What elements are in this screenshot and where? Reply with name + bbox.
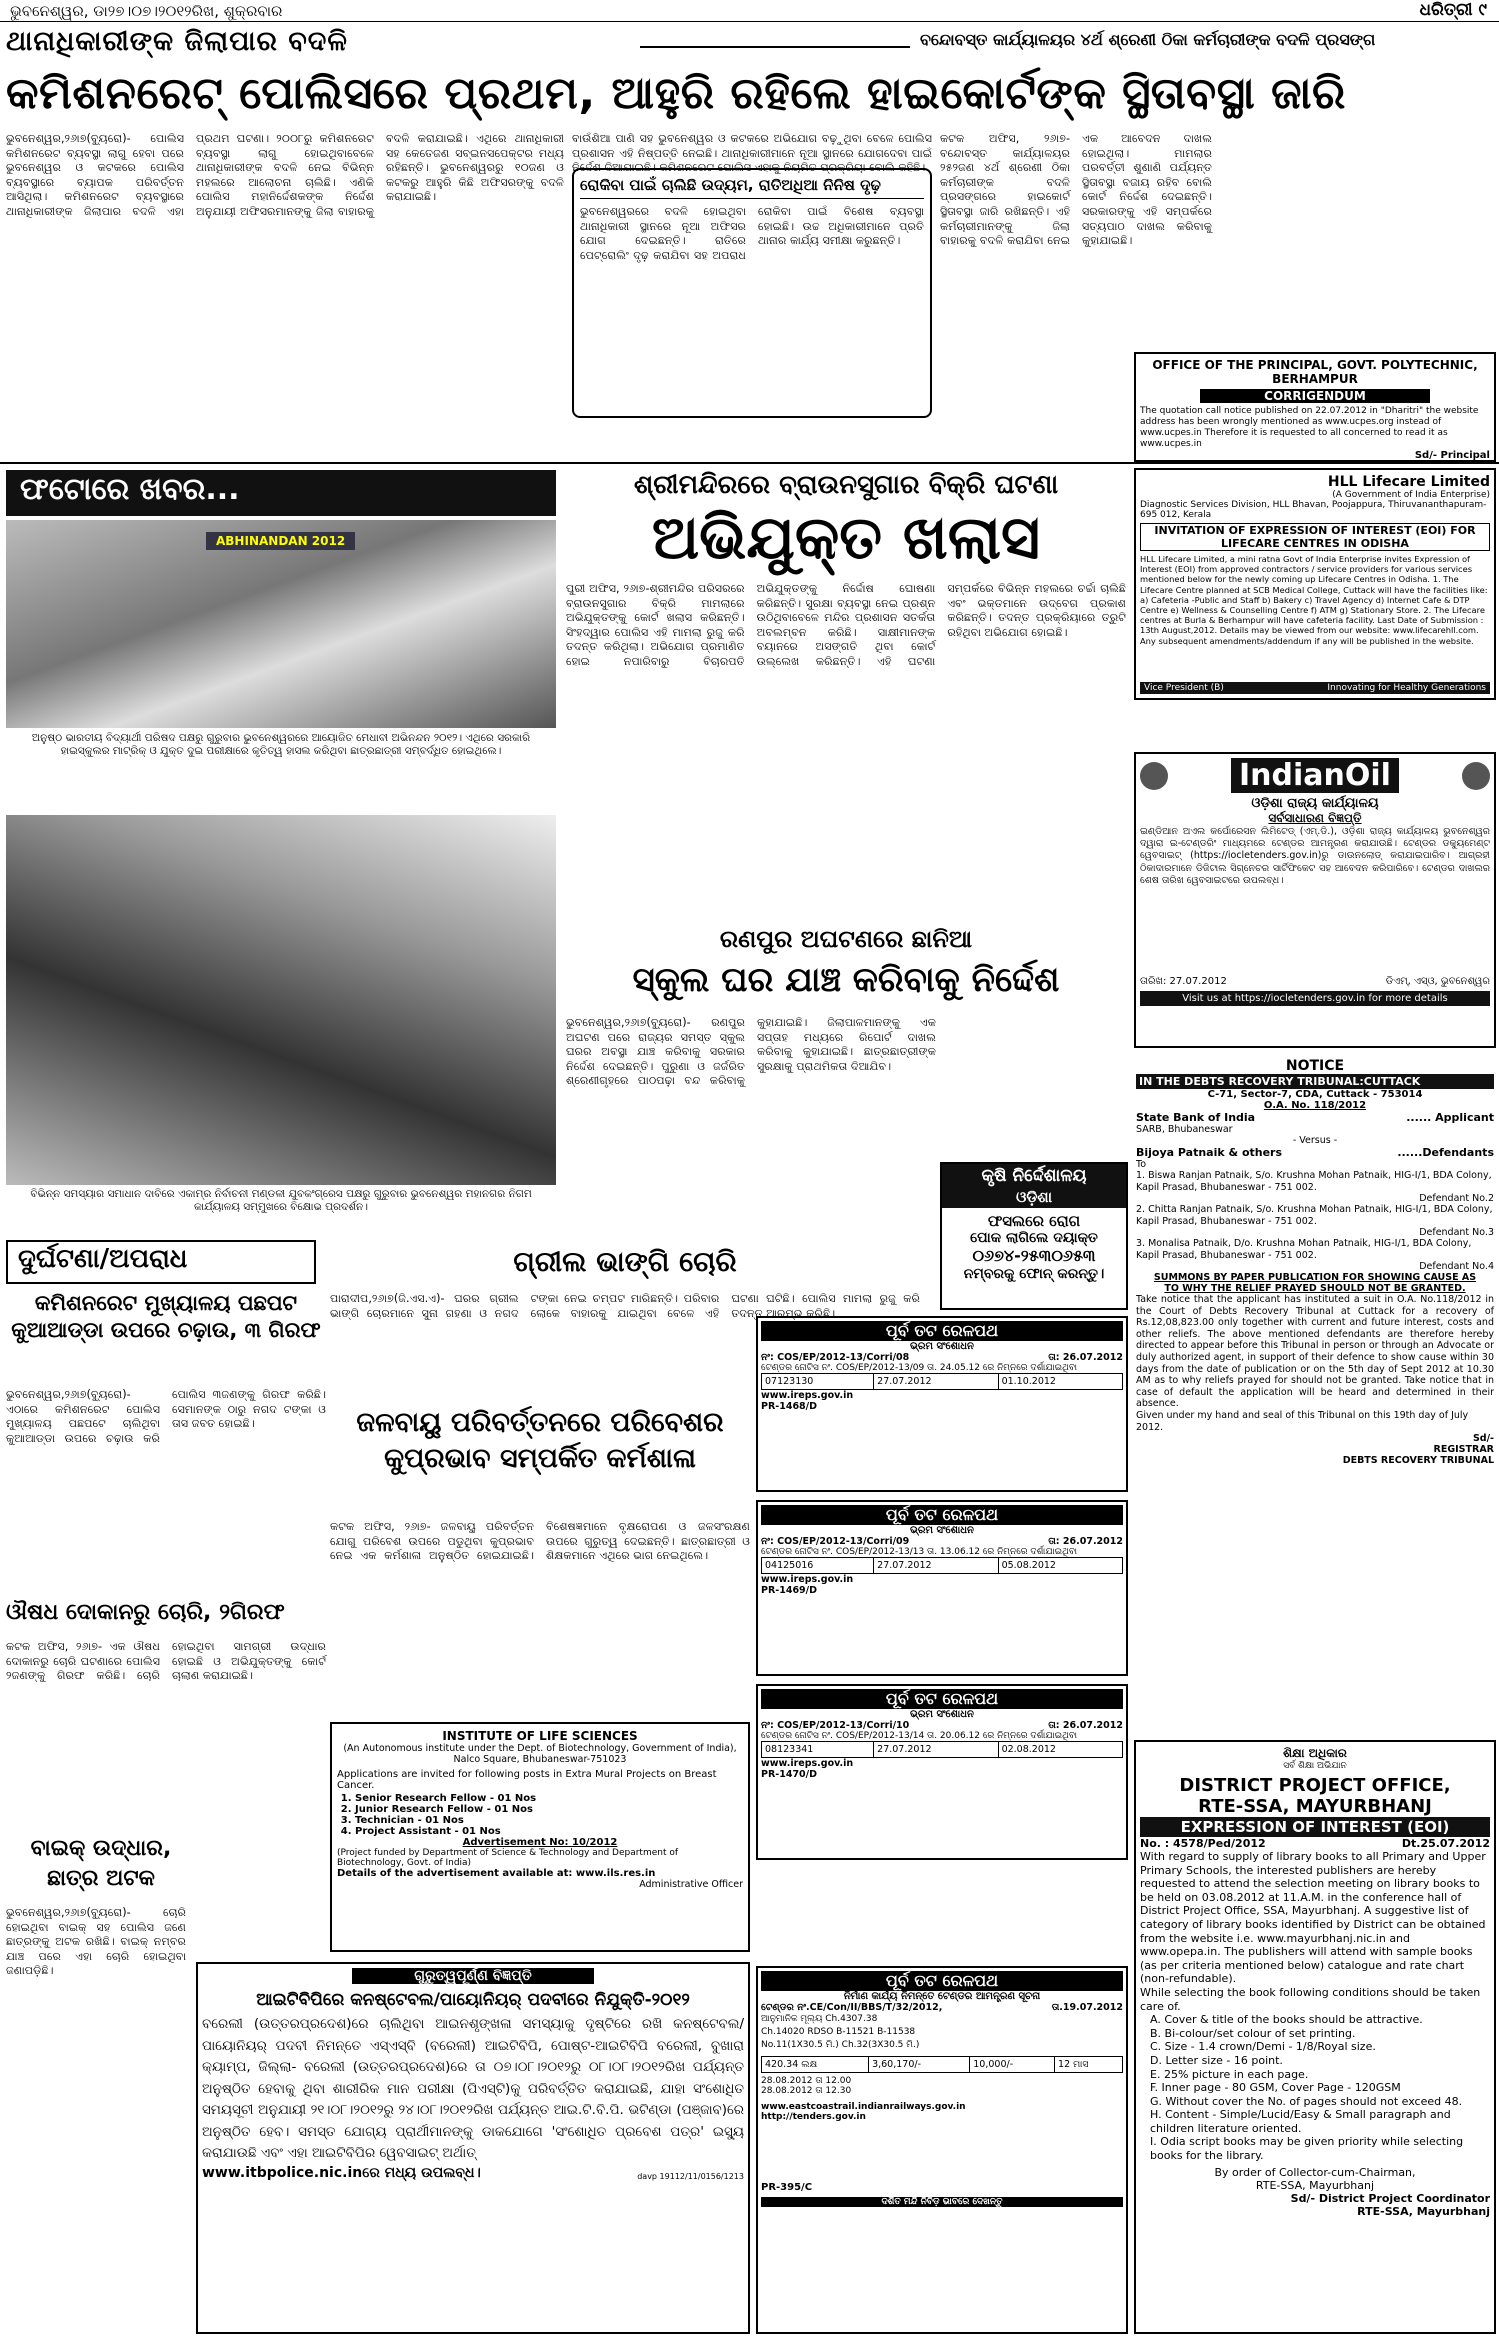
rte-item: D. Letter size - 16 point. [1150, 2053, 1283, 2067]
ils-details: Details of the advertisement available at: www.ils.res.in [337, 1868, 656, 1879]
krushi-line1: ଫସଲରେ ରୋଗ [987, 1212, 1081, 1230]
railway-3-cell: 02.08.2012 [998, 1742, 1122, 1758]
top-story-body-right: କଟକ ଅଫିସ, ୨୬ା୭-ବନ୍ଦୋବସ୍ତ କାର୍ଯ୍ୟାଳୟର ୨୫୨ଜଣ ୪ର୍ଥ ଶ୍ରେଣୀ ଠିକା କର୍ମଚାରୀଙ୍କ ବଦଳି ପ୍ରସଙ୍ଗରେ ହାଇକୋର୍ଟ ସ୍ଥିତାବସ୍ଥା ଜାରି ରଖିଛନ୍ତି। ଏହି କର୍ମଚାରୀମାନଙ୍କୁ ଜିଲା ବାହାରକୁ ବଦଳି କରାଯିବା ନେଇ ଏକ ଆବେଦନ ଦାଖଲ ହୋଇଥିଲା। ମାମଲାର ପରବର୍ତ୍ତୀ ଶୁଣାଣି ପର୍ଯ୍ୟନ୍ତ ସ୍ଥିତାବସ୍ଥା ବଜାୟ ରହିବ ବୋଲି କୋର୍ଟ ନିର୍ଦ୍ଦେଶ ଦେଇଛନ୍ତି। ସରକାରଙ୍କୁ ଏହି ସମ୍ପର୍କରେ ସତ୍ୟପାଠ ଦାଖଲ କରିବାକୁ କୁହାଯାଇଛି। [940, 132, 1212, 248]
railway-1-cell: 01.10.2012 [998, 1374, 1122, 1390]
iocl-date: ତାରିଖ: 27.07.2012 [1140, 976, 1227, 987]
hll-org-sub: (A Government of India Enterprise) [1332, 490, 1490, 500]
temple-kicker: ଶ୍ରୀମନ୍ଦିରରେ ବ୍ରାଉନସୁଗାର ବିକ୍ରି ଘଟଣା [633, 470, 1059, 500]
railway-3-date: ତା: 26.07.2012 [1048, 1720, 1123, 1731]
rte-no-line [1140, 1837, 1490, 1850]
iocl-logo-icon [1140, 762, 1168, 790]
railway-2-cell: 05.08.2012 [998, 1558, 1122, 1574]
iocl-brand: IndianOil [1231, 758, 1399, 793]
rte-no: No. : 4578/Ped/2012 [1140, 1837, 1266, 1850]
crime-label: ଦୁର୍ଘଟଣା/ଅପରାଧ [6, 1240, 316, 1284]
tender-site1: www.eastcoastrail.indianrailways.gov.in [761, 2102, 966, 2112]
top-story-body-mid: ବାଉଁଶିଆ ପାଣି ସହ ଭୁବନେଶ୍ୱର ଓ କଟକରେ ଅଭିଯୋଗ ବଢ଼ୁଥିବା ବେଳେ ପୋଲିସ ପ୍ରଶାସନ ଏହି ନିଷ୍ପତ୍ତି ନେଇଛି। ଥାନାଧିକାରୀମାନେ ନୂଆ ସ୍ଥାନରେ ଯୋଗଦେବା ପାଇଁ ନିର୍ଦ୍ଦେଶ ଦିଆଯାଇଛି। କମିଶନରେଟ ପୋଲିସ ଏହାକୁ ନିୟମିତ ପ୍ରକ୍ରିୟା ବୋଲି କହିଛି। [572, 132, 932, 175]
tender-site2: http://tenders.gov.in [761, 2112, 866, 2122]
rte-body: With regard to supply of library books to all Primary and Upper Primary Schools, the interested publishers are hereby requested to attend the selection meeting on library books to be held on 03.08.2012 at 11.A.M. in the conference hall of District Project Office, SSA, Mayurbhanj. A suggestive list of category of library books identified by District can be obtained from the website i.e. www.mayurbhanj.nic.in and www.opepa.in. The publishers will attend with sample books (as per criteria mentioned below) catalogue and rate chart (non-refundable). [1140, 1850, 1486, 1986]
rte-item: C. Size - 1.4 crown/Demi - 1/8/Royal size. [1150, 2040, 1376, 2054]
drt-addr: C-71, Sector-7, CDA, Cuttack - 753014 [1207, 1089, 1423, 1100]
box-title: ରୋକିବା ପାଇଁ ଚାଲିଛି ଉଦ୍ୟମ, ରାତିଅଧିଆ ନିନିଷ ଦୃଢ଼ [580, 176, 924, 199]
railway-1-ref: ନଂ: COS/EP/2012-13/Corri/08 [761, 1352, 910, 1363]
school-headline: ସ୍କୁଲ ଘର ଯାଞ୍ଚ କରିବାକୁ ନିର୍ଦ୍ଦେଶ [632, 960, 1060, 1000]
drt-applicant-row [1136, 1111, 1494, 1124]
drt-d2-tag: Defendant No.3 [1419, 1227, 1494, 1238]
itbp-headline: ଆଇଟିବିପିରେ କନଷ୍ଟେବଲ/ପାୟୋନିୟର୍ ପଦବୀରେ ନିଯୁକ୍ତି-୨୦୧୨ [256, 1990, 690, 2010]
railway-2-cell: 27.07.2012 [874, 1558, 998, 1574]
crime-story1-headline: କମିଶନରେଟ ମୁଖ୍ୟାଳୟ ପଛପଟ କୁଆଆଡ୍ଡା ଉପରେ ଚଢ଼ାଉ, ୩ ଗିରଫ [11, 1291, 321, 1342]
drt-d3: 3. Monalisa Patnaik, D/o. Krushna Mohan Patnaik, HIG-I/1, BDA Colony, Kapil Prasad, Bhubaneswar - 751 002. [1136, 1238, 1472, 1261]
crime-story2-body: କଟକ ଅଫିସ, ୨୬ା୭- ଏକ ଔଷଧ ଦୋକାନରୁ ଚୋରି ଘଟଣାରେ ପୋଲିସ ୨ଜଣଙ୍କୁ ଗିରଫ କରିଛି। ଚୋରି ହୋଇଥିବା ସାମଗ୍ରୀ ଉଦ୍ଧାର ହୋଇଛି ଓ ଅଭିଯୁକ୍ତଙ୍କୁ କୋର୍ଟ ଚାଲାଣ କରାଯାଇଛି। [6, 1640, 326, 1683]
railway-2-sub: ଭ୍ରମ ସଂଶୋଧନ [910, 1525, 974, 1536]
itbp-foot [202, 2165, 744, 2181]
railway-3-cell: 08123341 [762, 1742, 874, 1758]
tender-sub: ନିର୍ମାଣ କାର୍ଯ୍ୟ ନିମନ୍ତେ ଟେଣ୍ଡର ଆମନ୍ତ୍ରଣ ସୂଚନା [843, 1991, 1041, 2002]
polytechnic-ad [1134, 352, 1496, 462]
iocl-visit: Visit us at https://iocletenders.gov.in for more details [1140, 991, 1490, 1006]
drt-d1-tag: Defendant No.2 [1419, 1193, 1494, 1204]
railway-3-ref: ନଂ: COS/EP/2012-13/Corri/10 [761, 1720, 910, 1731]
drt-applicant: State Bank of India [1136, 1111, 1256, 1124]
rte-item: I. Odia script books may be given priority while selecting books for the library. [1150, 2135, 1464, 2163]
drt-d3-tag: Defendant No.4 [1419, 1261, 1494, 1272]
krushi-line3: ନମ୍ବରକୁ ଫୋନ୍ କରନ୍ତୁ। [963, 1266, 1105, 1282]
railway-tender-ad [756, 1966, 1128, 2334]
ils-item-1: 1. Senior Research Fellow - 01 Nos [355, 1793, 743, 1804]
ils-item-3: 3. Technician - 01 Nos [355, 1815, 743, 1826]
railway-1-refline [761, 1352, 1123, 1363]
box-body: ଭୁବନେଶ୍ୱରରେ ବଦଳି ହୋଇଥିବା ଥାନାଧିକାରୀ ସ୍ଥାନରେ ନୂଆ ଅଫିସର ଯୋଗ ଦେଇଛନ୍ତି। ରାତିରେ ପେଟ୍ରୋଲିଂ ଦୃଢ଼ କରାଯିବା ସହ ଅପରାଧ ରୋକିବା ପାଇଁ ବିଶେଷ ବ୍ୟବସ୍ଥା ହୋଇଛି। ଉଚ୍ଚ ଅଧିକାରୀମାନେ ପ୍ରତି ଥାନାର କାର୍ଯ୍ୟ ସମୀକ୍ଷା କରୁଛନ୍ତି। [580, 205, 924, 262]
hll-tagline: Innovating for Healthy Generations [1327, 683, 1486, 693]
temple-headline: ଅଭିଯୁକ୍ତ ଖଲାସ [651, 503, 1041, 573]
krushi-line2: ପୋକ ଲାଗିଲେ ଦୟାକ୍ତ [970, 1230, 1098, 1246]
tender-foot: ଦର୍ଶିତ ମନ୍ଦି ନିବିଡ଼ ଭାବରେ ଦେଖନ୍ତୁ [761, 2197, 1123, 2207]
iocl-office: ଓଡ଼ିଶା ରାଜ୍ୟ କାର୍ଯ୍ୟାଳୟ [1251, 796, 1379, 811]
krushi-title1: କୃଷି ନିର୍ଦ୍ଦେଶାଳୟ [942, 1164, 1126, 1188]
ils-intro: Applications are invited for following posts in Extra Mural Projects on Breast Cancer. [337, 1769, 717, 1791]
itbp-ad [196, 1962, 750, 2334]
crime-story1-body: ଭୁବନେଶ୍ୱର,୨୬ା୭(ବ୍ୟୁରୋ)-ଏଠାରେ କମିଶନରେଟ ପୋଲିସ ମୁଖ୍ୟାଳୟ ପଛପଟେ ଚାଲିଥିବା କୁଆଆଡ୍ଡା ଉପରେ ଚଢ଼ାଉ କରି ପୋଲିସ ୩ଜଣଙ୍କୁ ଗିରଫ କରିଛି। ସେମାନଙ୍କ ଠାରୁ ନଗଦ ଟଙ୍କା ଓ ତାସ ଜବତ ହୋଇଛି। [6, 1388, 326, 1445]
iocl-body: ଇଣ୍ଡିଆନ ଅଏଲ କର୍ପୋରେସନ ଲିମିଟେଡ୍ (ଏମ୍.ଡି.), ଓଡ଼ିଶା ରାଜ୍ୟ କାର୍ଯ୍ୟାଳୟ ଭୁବନେଶ୍ୱର ଦ୍ୱାରା ଇ-ଟେଣ୍ଡରିଂ ମାଧ୍ୟମରେ ଟେଣ୍ଡର ଆମନ୍ତ୍ରଣ କରାଯାଉଛି। ଟେଣ୍ଡର ଡକ୍ୟୁମେଣ୍ଟ ୱେବସାଇଟ୍ (https://iocletenders.gov.in)ରୁ ଡାଉନଲୋଡ୍ କରାଯାଇପାରିବ। ଆଗ୍ରହୀ ଠିକାଦାରମାନେ ଡିଜିଟାଲ ସିଗ୍ନେଚର ସାର୍ଟିଫିକେଟ ସହ ଆବେଦନ କରିପାରିବେ। ଟେଣ୍ଡର ଦାଖଲର ଶେଷ ତାରିଖ ୱେବସାଇଟରେ ଉପଲବ୍ଧ। [1140, 826, 1490, 886]
drt-versus: - Versus - [1292, 1135, 1338, 1146]
rte-item: A. Cover & title of the books should be attractive. [1150, 2013, 1423, 2027]
railway-1-cell: 27.07.2012 [874, 1374, 998, 1390]
drt-d1: 1. Biswa Ranjan Patnaik, S/o. Krushna Mohan Patnaik, HIG-I/1, BDA Colony, Kapil Prasad, Bhubaneswar - 751 002. [1136, 1170, 1492, 1193]
krushi-title2: ଓଡ଼ିଶା [942, 1188, 1126, 1208]
school-kicker: ରଣପୁର ଅଘଟଣରେ ଛାନିଆ [719, 925, 973, 953]
railway-3-refline [761, 1720, 1123, 1731]
drt-given: Given under my hand and seal of this Tribunal on this 19th day of July 2012. [1136, 1409, 1469, 1433]
climate-headline: ଜଳବାୟୁ ପରିବର୍ତ୍ତନରେ ପରିବେଶର କୁପ୍ରଭାବ ସମ୍ପର୍କିତ କର୍ମଶାଳା [356, 1407, 724, 1474]
rte-order-2: RTE-SSA, Mayurbhanj [1255, 2178, 1375, 2192]
crime-story3-body: ଭୁବନେଶ୍ୱର,୨୬ା୭(ବ୍ୟୁରୋ)- ଚୋରି ହୋଇଥିବା ବାଇକ୍ ସହ ପୋଲିସ ଜଣେ ଛାତ୍ରଙ୍କୁ ଅଟକ ରଖିଛି। ବାଇକ୍ ନମ୍ବର ଯାଞ୍ଚ ପରେ ଏହା ଚୋରି ହୋଇଥିବା ଜଣାପଡ଼ିଛି। [6, 1906, 186, 1978]
divider [0, 462, 1499, 464]
iocl-dateline [1140, 976, 1490, 987]
drt-ad [1134, 1056, 1496, 1736]
iocl-logo-icon-2 [1462, 762, 1490, 790]
railway-1-site: www.ireps.gov.in [761, 1390, 854, 1401]
railway-2-date: ତା: 26.07.2012 [1048, 1536, 1123, 1547]
railway-2-cell: 04125016 [762, 1558, 874, 1574]
drt-oa: O.A. No. 118/2012 [1263, 1100, 1367, 1111]
ils-adv-no: Advertisement No: 10/2012 [462, 1837, 618, 1848]
polytechnic-body: The quotation call notice published on 22.07.2012 in "Dharitri" the website address has been wrongly mentioned as www.ucpes.org instead of www.ucpes.in Therefore it is requested to all concerned to read it as www.ucpes.in [1140, 406, 1479, 449]
drt-summons-1: SUMMONS BY PAPER PUBLICATION FOR SHOWING CAUSE AS [1153, 1272, 1477, 1283]
tender-title: ପୂର୍ବ ତଟ ରେଳପଥ [761, 1971, 1123, 1991]
tender-cell: 420.34 ଲକ୍ଷ [762, 2057, 869, 2073]
ils-funded: (Project funded by Department of Science & Technology and Department of Biotechnology, Govt. of India) [337, 1848, 679, 1868]
school-body: ଭୁବନେଶ୍ୱର,୨୬ା୭(ବ୍ୟୁରୋ)- ରଣପୁର ଅଘଟଣ ପରେ ରାଜ୍ୟର ସମସ୍ତ ସ୍କୁଲ ଘରର ଅବସ୍ଥା ଯାଞ୍ଚ କରିବାକୁ ସରକାର ନିର୍ଦ୍ଦେଶ ଦେଇଛନ୍ତି। ପୁରୁଣା ଓ ଜର୍ଜରିତ ଶ୍ରେଣୀଗୃହରେ ପାଠପଢ଼ା ବନ୍ଦ କରିବାକୁ କୁହାଯାଇଛି। ଜିଲାପାଳମାନଙ୍କୁ ଏକ ସପ୍ତାହ ମଧ୍ୟରେ ରିପୋର୍ଟ ଦାଖଲ କରିବାକୁ କୁହାଯାଇଛି। ଛାତ୍ରଛାତ୍ରୀଙ୍କ ସୁରକ୍ଷାକୁ ପ୍ରାଥମିକତା ଦିଆଯିବ। [566, 1016, 936, 1088]
top-story-body-left: ଭୁବନେଶ୍ୱର,୨୬ା୭(ବ୍ୟୁରୋ)- ପୋଲିସ କମିଶନରେଟ ବ୍ୟବସ୍ଥା ଲାଗୁ ହେବା ପରେ ଭୁବନେଶ୍ୱର ଓ କଟକରେ ପୋଲିସ ବ୍ୟବସ୍ଥାରେ ବ୍ୟାପକ ପରିବର୍ତ୍ତନ ଆସିଥିଲା। କମିଶନରେଟ ବ୍ୟବସ୍ଥାରେ ଥାନାଧିକାରୀଙ୍କ ଜିଲାପାର ବଦଳି ଏହା ପ୍ରଥମ ଘଟଣା। ୨୦୦୮ରୁ କମିଶନରେଟ ବ୍ୟବସ୍ଥା ଲାଗୁ ହୋଇଥିବାବେଳେ ଥାନାଧିକାରୀଙ୍କ ବଦଳି ନେଇ ବିଭିନ୍ନ ମହଲରେ ଆଲୋଚନା ଚାଲିଛି। ଏଣିକି ପୋଲିସ ମହାନିର୍ଦ୍ଦେଶକଙ୍କ ନିର୍ଦ୍ଦେଶ ଅନୁଯାୟୀ ଅଫିସରମାନଙ୍କୁ ଜିଲା ବାହାରକୁ ବଦଳି କରାଯାଇଛି। ଏଥିରେ ଥାନାଧିକାରୀ ସହ କେତେଜଣ ସବ୍ଇନସପେକ୍ଟର ମଧ୍ୟ ରହିଛନ୍ତି। ଭୁବନେଶ୍ୱରରୁ ୧୦ଜଣ ଓ କଟକରୁ ଆହୁରି କିଛି ଅଫିସରଙ୍କୁ ବଦଳି କରାଯାଇଛି। [6, 132, 564, 218]
drt-applicant-sub: SARB, Bhubaneswar [1136, 1124, 1233, 1135]
rte-item: H. Content - Simple/Lucid/Easy & Small paragraph and children literature oriented. [1150, 2108, 1451, 2135]
railway-2-ref: ନଂ: COS/EP/2012-13/Corri/09 [761, 1536, 910, 1547]
tender-l2: Ch.14020 RDSO B-11521 B-11538 [761, 2027, 916, 2037]
corrigendum-tag: CORRIGENDUM [1200, 389, 1430, 403]
krushi-phone: ୦୬୭୪-୨୫୩୦୬୫୩ [972, 1246, 1096, 1265]
drt-to: To [1136, 1159, 1147, 1170]
railway-1-cell: 07123130 [762, 1374, 874, 1390]
drt-court: IN THE DEBTS RECOVERY TRIBUNAL:CUTTACK [1136, 1074, 1494, 1089]
ils-item-4: 4. Project Assistant - 01 Nos [355, 1826, 743, 1837]
railway-1-tender: ଟେଣ୍ଡର ନୋଟିସ ନଂ. COS/EP/2012-13/09 ତା. 24.05.12 ରେ ନିମ୍ନରେ ଦର୍ଶାଯାଇଥିବା [761, 1363, 1078, 1373]
hll-sign: Vice President (B) [1144, 683, 1224, 693]
railway-ad-1 [756, 1316, 1128, 1492]
railway-2-table [761, 1557, 1123, 1574]
railway-ad-2 [756, 1500, 1128, 1676]
date-line: ଭୁବନେଶ୍ୱର, ଡା୨୭।୦୭।୨୦୧୨ରିଖ, ଶୁକ୍ରବାର [10, 2, 283, 20]
top-kicker-left: ଥାନାଧିକାରୀଙ୍କ ଜିଲାପାର ବଦଳି [6, 26, 348, 57]
rte-item: B. Bi-colour/set colour of set printing. [1150, 2026, 1356, 2040]
drt-d2: 2. Chitta Ranjan Patnaik, S/o. Krushna Mohan Patnaik, HIG-I/1, BDA Colony, Kapil Prasad, Bhubaneswar - 751 002. [1136, 1204, 1493, 1227]
rte-cond: While selecting the book following conditions should be taken care of. [1140, 1985, 1481, 2013]
top-story-box [572, 168, 932, 418]
polytechnic-title: OFFICE OF THE PRINCIPAL, GOVT. POLYTECHNIC, BERHAMPUR [1152, 358, 1478, 386]
railway-2-pr: PR-1469/D [761, 1585, 818, 1596]
railway-1-title: ପୂର୍ବ ତଟ ରେଳପଥ [761, 1321, 1123, 1341]
hll-division: Diagnostic Services Division, HLL Bhavan, Poojappura, Thiruvananthapuram- 695 012, Kerala [1140, 500, 1487, 520]
itbp-website: www.itbpolice.nic.inରେ ମଧ୍ୟ ଉପଲବ୍ଧ। [202, 2164, 481, 2181]
tender-cell: 12 ମାସ [1055, 2057, 1123, 2073]
railway-3-cell: 27.07.2012 [874, 1742, 998, 1758]
drt-defendant-row [1136, 1146, 1494, 1159]
tender-c1: 28.08.2012 ତା 12.00 [761, 2076, 852, 2086]
rte-sign-1: Sd/- District Project Coordinator [1290, 2191, 1490, 2205]
page-header [0, 0, 1499, 22]
rte-items [1140, 2013, 1490, 2163]
drt-defendant: Bijoya Patnaik & others [1136, 1146, 1283, 1159]
railway-3-tender: ଟେଣ୍ଡର ନୋଟିସ ନଂ. COS/EP/2012-13/14 ତା. 20.06.12 ରେ ନିମ୍ନରେ ଦର୍ଶାଯାଇଥିବା [761, 1731, 1078, 1741]
tender-pr: PR-395/C [761, 2182, 813, 2193]
tender-l3: No.11(1X30.5 ମି.) Ch.32(3X30.5 ମି.) [761, 2040, 920, 2050]
drt-defendant-role: ......Defendants [1397, 1146, 1494, 1159]
crime-story2-headline: ଔଷଧ ଦୋକାନରୁ ଚୋରି, ୨ଗିରଫ [6, 1600, 285, 1625]
railway-2-refline [761, 1536, 1123, 1547]
railway-2-tender: ଟେଣ୍ଡର ନୋଟିସ ନଂ. COS/EP/2012-13/13 ତା. 13.06.12 ରେ ନିମ୍ନରେ ଦର୍ଶାଯାଇଥିବା [761, 1547, 1078, 1557]
railway-1-table [761, 1373, 1123, 1390]
railway-2-title: ପୂର୍ବ ତଟ ରେଳପଥ [761, 1505, 1123, 1525]
drt-label: NOTICE [1285, 1058, 1345, 1074]
tender-ref: ଟେଣ୍ଡର ନଂ.CE/Con/II/BBS/T/32/2012, [761, 2002, 943, 2013]
railway-3-pr: PR-1470/D [761, 1769, 818, 1780]
hll-ad [1134, 468, 1496, 700]
rte-dt: Dt.25.07.2012 [1401, 1837, 1490, 1850]
photo-news-label: ଫଟୋରେ ଖବର... [6, 470, 556, 516]
photo-caption-1: ଅନୁଷ୍ଠ ଭାରତୀୟ ବିଦ୍ୟାର୍ଥୀ ପରିଷଦ ପକ୍ଷରୁ ଗୁରୁବାର ଭୁବନେଶ୍ୱରରେ ଆୟୋଜିତ ମେଧାବୀ ଅଭିନନ୍ଦନ ୨୦୧୨। ଏଥିରେ ସରକାରି ହାଇସ୍କୁଲର ମାଟ୍ରିକ୍ ଓ ଯୁକ୍ତ ଦୁଇ ପରୀକ୍ଷାରେ କୃତିତ୍ୱ ହାସଲ କରିଥିବା ଛାତ୍ରଛାତ୍ରୀ ସମ୍ବର୍ଦ୍ଧିତ ହୋଇଥିଲେ। [31, 732, 531, 757]
iocl-ad [1134, 752, 1496, 1048]
grill-headline: ଗ୍ରୀଲ ଭାଙ୍ଗି ଚୋରି [513, 1245, 737, 1278]
drt-sign-1: Sd/- [1472, 1433, 1494, 1445]
ils-sub: (An Autonomous institute under the Dept. of Biotechnology, Government of India), Nalco Square, Bhubaneswar-751023 [343, 1743, 737, 1765]
rte-order: By order of Collector-cum-Chairman, [1214, 2165, 1416, 2179]
photo-banner: ABHINANDAN 2012 [206, 532, 355, 550]
iocl-head [1140, 758, 1490, 793]
itbp-body: ବରେଲୀ (ଉତ୍ତରପ୍ରଦେଶ)ରେ ଚାଲିଥିବା ଆଇନଶୃଙ୍ଖଳା ସମସ୍ୟାକୁ ଦୃଷ୍ଟିରେ ରଖି କନଷ୍ଟେବଲ/ପାୟୋନିୟର୍ ପଦବୀ ନିମନ୍ତେ ଏସ୍‌ଏସ୍‌ବି (ବରେଲୀ) ଆଇଟିବିପି, ପୋଷ୍ଟ-ଆଇଟିବିପି ବରେଲୀ, ବୁଖାରା କ୍ୟାମ୍ପ, ଜିଲ୍ଲା- ବରେଲୀ (ଉତ୍ତରପ୍ରଦେଶ)ରେ ତା ୦୭।୦୮।୨୦୧୨ରୁ ୦୮।୦୮।୨୦୧୨ରିଖ ପର୍ଯ୍ୟନ୍ତ ଅନୁଷ୍ଠିତ ହେବାକୁ ଥିବା ଶାରୀରିକ ମାନ ପରୀକ୍ଷା (ପିଏସ୍‌ଟି)କୁ ପରିବର୍ତ୍ତିତ କରାଯାଇଛି, ଯାହା ସଂଶୋଧିତ ସମୟସୂଚୀ ଅନୁଯାୟୀ ୨୧।୦୮।୨୦୧୨ରୁ ୨୪।୦୮।୨୦୧୨ରିଖ ପର୍ଯ୍ୟନ୍ତ ଆଇ.ଟି.ବି.ପି. ଭଟିଣ୍ଡା (ପଞ୍ଜାବ)ରେ ଅନୁଷ୍ଠିତ ହେବ। ସମସ୍ତ ଯୋଗ୍ୟ ପ୍ରାର୍ଥୀମାନଙ୍କୁ ଡାକଯୋଗେ 'ସଂଶୋଧିତ ପ୍ରବେଶ ପତ୍ର' ଇସ୍ୟୁ କରାଯାଉଛି ଏବଂ ଏହା ଆଇଟିବିପିର ୱେବସାଇଟ୍ ଅର୍ଥାତ୍ [202, 2016, 744, 2161]
ils-org: INSTITUTE OF LIFE SCIENCES [442, 1729, 638, 1743]
rte-eoi: EXPRESSION OF INTEREST (EOI) [1140, 1817, 1490, 1837]
kicker-rule [640, 46, 910, 48]
polytechnic-sign: Sd/- Principal [1414, 450, 1490, 461]
rte-item: E. 25% picture in each page. [1150, 2067, 1309, 2081]
railway-3-site: www.ireps.gov.in [761, 1758, 854, 1769]
photo-protest [6, 815, 556, 1185]
rte-title-1: DISTRICT PROJECT OFFICE, [1179, 1775, 1451, 1796]
railway-3-title: ପୂର୍ବ ତଟ ରେଳପଥ [761, 1689, 1123, 1709]
rte-item: G. Without cover the No. of pages should not exceed 48. [1150, 2094, 1463, 2108]
railway-ad-3 [756, 1684, 1128, 1860]
rte-ad [1134, 1740, 1496, 2334]
drt-sign-3: DEBTS RECOVERY TRIBUNAL [1342, 1455, 1494, 1467]
drt-sign-2: REGISTRAR [1433, 1444, 1494, 1456]
railway-1-pr: PR-1468/D [761, 1401, 818, 1412]
tender-table [761, 2056, 1123, 2073]
photo-caption-2: ବିଭିନ୍ନ ସମସ୍ୟାର ସମାଧାନ ଦାବିରେ ଏକାମ୍ର ନିର୍ବାଚନୀ ମଣ୍ଡଳୀ ଯୁବକଂଗ୍ରେସ ପକ୍ଷରୁ ଗୁରୁବାର ଭୁବନେଶ୍ୱର ମହାନଗର ନିଗମ କାର୍ଯ୍ୟାଳୟ ସମ୍ମୁଖରେ ବିକ୍ଷୋଭ ପ୍ରଦର୍ଶନ। [30, 1188, 532, 1213]
railway-2-site: www.ireps.gov.in [761, 1574, 854, 1585]
rte-title-2: RTE-SSA, MAYURBHANJ [1198, 1796, 1432, 1817]
rte-logo-text: ଶିକ୍ଷା ଅଧିକାର [1283, 1746, 1347, 1760]
tender-c2: 28.08.2012 ତା 12.30 [761, 2086, 852, 2096]
drt-applicant-role: ...... Applicant [1406, 1111, 1494, 1124]
tender-cell: 10,000/- [970, 2057, 1055, 2073]
tender-cell: 3,60,170/- [869, 2057, 970, 2073]
page-number: ଧରିତ୍ରୀ ୯ [1419, 0, 1487, 20]
climate-body: କଟକ ଅଫିସ, ୨୬ା୭- ଜଳବାୟୁ ପରିବର୍ତ୍ତନ ଯୋଗୁ ପରିବେଶ ଉପରେ ପଡୁଥିବା କୁପ୍ରଭାବ ନେଇ ଏକ କର୍ମଶାଳା ଅନୁଷ୍ଠିତ ହୋଇଯାଇଛି। ବିଶେଷଜ୍ଞମାନେ ବୃକ୍ଷରୋପଣ ଓ ଜଳସଂରକ୍ଷଣ ଉପରେ ଗୁରୁତ୍ୱ ଦେଇଛନ୍ତି। ଛାତ୍ରଛାତ୍ରୀ ଓ ଶିକ୍ଷକମାନେ ଏଥିରେ ଭାଗ ନେଇଥିଲେ। [330, 1520, 750, 1563]
hll-title: INVITATION OF EXPRESSION OF INTEREST (EOI) FOR LIFECARE CENTRES IN ODISHA [1140, 523, 1490, 551]
rte-logo-sub: ସର୍ବ ଶିକ୍ଷା ଅଭିଯାନ [1283, 1761, 1347, 1771]
railway-3-table [761, 1741, 1123, 1758]
iocl-place: ଡିଏମ୍, ଏସ୍‌ଓ, ଭୁବନେଶ୍ୱର [1385, 976, 1490, 987]
crime-story3-headline: ବାଇକ୍ ଉଦ୍ଧାର, ଛାତ୍ର ଅଟକ [30, 1836, 172, 1891]
ils-item-2: 2. Junior Research Fellow - 01 Nos [355, 1804, 743, 1815]
temple-body: ପୁରୀ ଅଫିସ, ୨୬ା୭-ଶ୍ରୀମନ୍ଦିର ପରିସରରେ ବ୍ରାଉନସୁଗାର ବିକ୍ରି ମାମଲାରେ ଅଭିଯୁକ୍ତଙ୍କୁ କୋର୍ଟ ଖଲାସ କରିଛନ୍ତି। ସିଂହଦ୍ୱାର ପୋଲିସ ଏହି ମାମଲା ରୁଜୁ କରି ତଦନ୍ତ କରିଥିଲା। ଅଭିଯୋଗ ପ୍ରମାଣିତ ହୋଇ ନପାରିବାରୁ ବିଚାରପତି ଅଭିଯୁକ୍ତଙ୍କୁ ନିର୍ଦ୍ଦୋଷ ଘୋଷଣା କରିଛନ୍ତି। ସୁରକ୍ଷା ବ୍ୟବସ୍ଥା ନେଇ ପ୍ରଶ୍ନ ଉଠିଥିବାବେଳେ ମନ୍ଦିର ପ୍ରଶାସନ ସତର୍କତା ଅବଲମ୍ବନ କରିଛି। ସାକ୍ଷୀମାନଙ୍କ ବୟାନରେ ଅସଙ୍ଗତି ଥିବା କୋର୍ଟ ଉଲ୍ଲେଖ କରିଛନ୍ତି। ଏହି ଘଟଣା ସମ୍ପର୍କରେ ବିଭିନ୍ନ ମହଲରେ ଚର୍ଚ୍ଚା ଚାଲିଛି ଏବଂ ଭକ୍ତମାନେ ଉଦ୍‌ବେଗ ପ୍ରକାଶ କରିଛନ୍ତି। ତଦନ୍ତ ପ୍ରକ୍ରିୟାରେ ତ୍ରୁଟି ରହିଥିବା ଅଭିଯୋଗ ହୋଇଛି। [566, 582, 1126, 668]
tender-date: ତା.19.07.2012 [1051, 2002, 1123, 2013]
tender-refline [761, 2002, 1123, 2013]
ils-ad [330, 1722, 750, 1952]
photo-students [6, 520, 556, 728]
hll-body: HLL Lifecare Limited, a mini ratna Govt of India Enterprise invites Expression of Interest (EOI) from approved contractors / service providers for various services mentioned below for the newly coming up Lifecare Centres in Odisha. 1. The Lifecare Centre planned at SCB Medical College, Cuttack will have the facilities like: a) Cafeteria -Public and Staff b) Bakery c) Travel Agency d) Internet Cafe & DTP Centre e) Wellness & Counselling Centre f) ATM g) Stationary Store. 2. The Lifecare centres at Burla & Berhampur will have cafeteria facility. Last Date of Submission : 13th August,2012. Details may be viewed from our website: www.lifecarehll.com. Any subsequent amendments/addendum if any will be published in the website. [1140, 554, 1488, 646]
ils-officer: Administrative Officer [639, 1879, 743, 1890]
krushi-box [940, 1162, 1128, 1310]
itbp-davp: davp 19112/11/0156/1213 [637, 2171, 744, 2181]
grill-body: ପାରାଦୀପ,୨୬ା୭(ଜି.ଏସ.ଏ)- ଘରର ଗ୍ରୀଲ ଭାଙ୍ଗି ଚୋରମାନେ ସୁନା ଗହଣା ଓ ନଗଦ ଟଙ୍କା ନେଇ ଚମ୍ପଟ ମାରିଛନ୍ତି। ପରିବାର ଲୋକେ ବାହାରକୁ ଯାଇଥିବା ବେଳେ ଏହି ଘଟଣା ଘଟିଛି। ପୋଲିସ ମାମଲା ରୁଜୁ କରି ତଦନ୍ତ ଆରମ୍ଭ କରିଛି। [330, 1292, 920, 1320]
iocl-notice: ସର୍ବସାଧାରଣ ବିଜ୍ଞପ୍ତି [1268, 811, 1362, 825]
drt-body: Take notice that the applicant has instituted a suit in O.A. No.118/2012 in the Court of Debts Recovery Tribunal at Cuttack for a recovery of Rs.12,08,823.00 only together with current and future interest, costs and other reliefs. The above mentioned defendants are therefore hereby directed to appear before this Tribunal in person or through an Advocate or duly authorized agent, in support of their defence to show cause within 30 days from the date of publication or on the 5th day of Sept 2012 at 10.30 AM as to why reliefs prayed for should not be granted. Take notice that in case of default the application will be heard and determined in their absence. [1136, 1294, 1494, 1410]
itbp-tag: ଗୁରୁତ୍ୱପୂର୍ଣ୍ଣ ବିଜ୍ଞପ୍ତି [352, 1968, 594, 1984]
drt-summons-2: TO WHY THE RELIEF PRAYED SHOULD NOT BE GRANTED. [1164, 1283, 1466, 1294]
railway-3-sub: ଭ୍ରମ ସଂଶୋଧନ [910, 1709, 974, 1720]
hll-org: HLL Lifecare Limited [1327, 474, 1490, 490]
tender-l1: ଆନୁମାନିକ ମୂଲ୍ୟ Ch.4307.38 [761, 2014, 878, 2024]
hll-footer [1140, 682, 1490, 694]
top-headline: କମିଶନରେଟ୍ ପୋଲିସରେ ପ୍ରଥମ, ଆହୁରି ରହିଲେ ହାଇକୋର୍ଟଙ୍କ ସ୍ଥିତାବସ୍ଥା ଜାରି [6, 68, 1346, 119]
top-kicker-right: ବନ୍ଦୋବସ୍ତ କାର୍ଯ୍ୟାଳୟର ୪ର୍ଥ ଶ୍ରେଣୀ ଠିକା କର୍ମଚାରୀଙ୍କ ବଦଳି ପ୍ରସଙ୍ଗ [920, 30, 1376, 49]
rte-item: F. Inner page - 80 GSM, Cover Page - 120GSM [1150, 2081, 1401, 2095]
railway-1-sub: ଭ୍ରମ ସଂଶୋଧନ [910, 1341, 974, 1352]
railway-1-date: ତା: 26.07.2012 [1048, 1352, 1123, 1363]
rte-sign-2: RTE-SSA, Mayurbhanj [1357, 2204, 1490, 2218]
